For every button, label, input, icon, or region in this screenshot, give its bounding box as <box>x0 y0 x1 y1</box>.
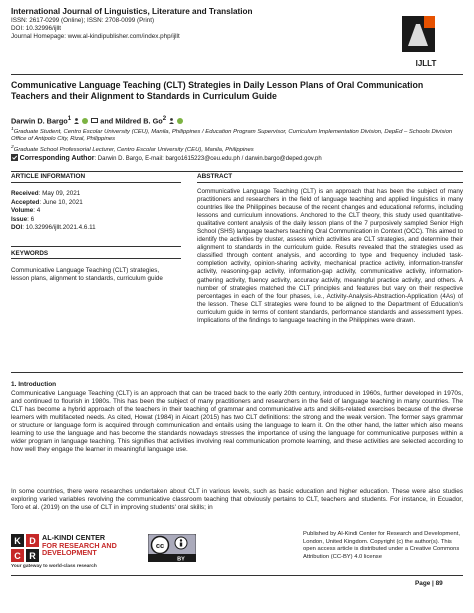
abstract-bottom-rule <box>11 372 463 373</box>
received-row: Received: May 09, 2021 <box>11 190 81 197</box>
abstract-text: Communicative Language Teaching (CLT) is an approach that has been the subject of many practitioners and researchers in the field of language teaching and applied linguistics in many countries like the Philippines because of the recent changes and educational reforms, including lessons and curriculum innovations. Anchored to the CLT theory, this study used quantitative-qualitative content analysis of the daily lesson plans of the 7 purposively sampled Senior High School (SHS) language teachers teaching Oral Communication in Context (OCC). This aimed to identify the activities by cluster, assess which activities are CLT strategies, and determine their alignment to standards in the curriculum guide. Results revealed that the strategies used as classified through content analysis, and according to type and frequency included task-completion activity, opinion-sharing activity, mechanical practice activity, information-transfer activity, reasoning-gap activity, information-gap activity, communicative activity, information-gathering activity, fluency activity, accuracy activity, meaningful practice activity, and others. A number of strategies matched the CLT principles and features but vary on their respective percentages in each of the four phases, i.e., Activity-Analysis-Abstraction-Application (4As) of the lesson. These CLT strategies were found to be aligned to the Department of Education's curriculum guide in terms of content standards, performance standards and assessment types. Implications of the findings to language teaching in the Philippines were drawn. <box>197 188 463 324</box>
keywords-text: Communicative Language Teaching (CLT) strategies, lesson plans, alignment to standards, curriculum guide <box>11 267 163 282</box>
kd-logo-icon <box>11 534 39 562</box>
corresponding-author <box>11 154 463 163</box>
journal-doi: DOI: 10.32996/ijllt <box>11 25 62 33</box>
affiliation-2: $^2$Graduate School Professorial Lecturer, Centro Escolar University (CEU), Manila, Philippines <box>11 144 254 153</box>
issue-row: Issue: 6 <box>11 215 35 223</box>
mail-icon[interactable] <box>91 118 98 123</box>
orcid-icon[interactable] <box>82 118 88 124</box>
accepted-row: Accepted: June 10, 2021 <box>11 198 83 206</box>
intro-paragraph-2: In some countries, there were researches undertaken about CLT in various levels, such as basic education and higher education. These were also studies exploring varied variables revolving the communicative classroom teaching that obviously pertains to CLT, teachers and students. For instance, in Ecuador, Toro et al. (2019) on the use of CLT in improving students' oral skills; in <box>11 488 463 512</box>
journal-logo-text: IJLLT <box>415 59 437 68</box>
svg-text:K: K <box>14 536 21 546</box>
article-info-list <box>11 190 181 233</box>
journal-header <box>11 7 391 42</box>
keywords-top-rule <box>11 246 181 247</box>
abstract-header: ABSTRACT <box>197 173 233 180</box>
kd-tagline: Your gateway to world-class research <box>11 564 97 569</box>
svg-text:cc: cc <box>155 541 165 550</box>
journal-logo <box>402 16 450 70</box>
check-icon <box>11 154 18 161</box>
svg-text:D: D <box>29 536 36 546</box>
corr-text[interactable]: : Darwin D. Bargo, E-mail: bargo1615223@ceu.edu.ph / darwin.bargo@deped.gov.ph <box>94 156 322 162</box>
keywords-header: KEYWORDS <box>11 250 49 257</box>
page-number: Page | 89 <box>415 580 443 587</box>
cc-by-license-icon[interactable] <box>148 534 196 562</box>
author-1: Darwin D. Bargo <box>11 116 68 126</box>
svg-text:R: R <box>29 551 36 561</box>
orcid-icon[interactable] <box>177 118 183 124</box>
doi-row: DOI: 10.32996/ijllt.2021.4.6.11 <box>11 224 96 232</box>
author-2-sup: 2 <box>162 115 167 122</box>
authors-line <box>11 114 463 125</box>
journal-homepage[interactable]: Journal Homepage: www.al-kindipublisher.com/index.php/ijllt <box>11 33 180 41</box>
affiliation-1: $^1$Graduate Student, Centro Escolar University (CEU), Manila, Philippines / Education Program Supervisor, Curriculum Implementation Division, DepEd – Schools Division Office of Antipolo City, Rizal, Philippines <box>11 127 453 143</box>
footer-rule <box>11 575 463 576</box>
publisher-logo <box>11 532 151 572</box>
intro-paragraph-1: Communicative Language Teaching (CLT) is an approach that can be traced back to the early 20th century, introduced in 1960s, further developed in 1970s, and continued to flourish in 1980s. This has been the subject of many practitioners and researchers in the field of language teaching in many countries. The CLT has become a hybrid approach of the teachers in their teaching of grammar and communicative arts and skills-related exercises because of the diverse learners with multifaceted needs. As cited, Howat (1984) in Aicart (2015) has two CLT definitions: the strong and the weak version. The former says grammar or structure or language form is acquired through communication and entails using the language to learn it. On the other hand, the latter which also means learning to use the language and has become the standards nowadays stresses the importance of using the language for communicative purposes within a wider program in language teaching. This signifies that activities involving real communication promote learning, and these activities are selected according to how well they engage the learner in meaningful language use. <box>11 390 463 454</box>
journal-title: International Journal of Linguistics, Literature and Translation <box>11 7 253 16</box>
author-2: and Mildred B. Go <box>100 116 163 126</box>
affiliations <box>11 126 463 154</box>
journal-logo-icon <box>402 16 435 52</box>
paper-title: Communicative Language Teaching (CLT) Strategies in Daily Lesson Plans of Oral Communication Teachers and their Alignment to Standards in Curriculum Guide <box>11 80 424 101</box>
publisher-notice: Published by Al-Kindi Center for Research and Development, London, United Kingdom. Copyright (c) the author(s). This open access article is distributed under a Creative Commons Attribution (CC-BY) 4.0 license <box>303 531 460 560</box>
corr-label: Corresponding Author <box>19 155 95 162</box>
intro-header: 1. Introduction <box>11 381 57 388</box>
svg-text:C: C <box>14 551 21 561</box>
keywords-bottom-rule <box>11 258 181 259</box>
journal-issn: ISSN: 2617-0299 (Online); ISSN: 2708-0099 (Print) <box>11 17 155 24</box>
header-divider <box>11 74 463 75</box>
kd-name: AL-KINDI CENTER FOR RESEARCH AND DEVELOPMENT <box>42 533 117 558</box>
info-left-rule <box>11 182 181 183</box>
person-icon <box>74 118 79 124</box>
volume-row: Volume: 4 <box>11 207 41 215</box>
info-right-rule <box>197 182 463 183</box>
article-info-header: ARTICLE INFORMATION <box>11 173 86 180</box>
author-1-sup: 1 <box>67 115 72 122</box>
info-header-row <box>11 172 463 182</box>
person-icon <box>169 118 174 124</box>
cc-by-label: BY <box>177 556 185 562</box>
